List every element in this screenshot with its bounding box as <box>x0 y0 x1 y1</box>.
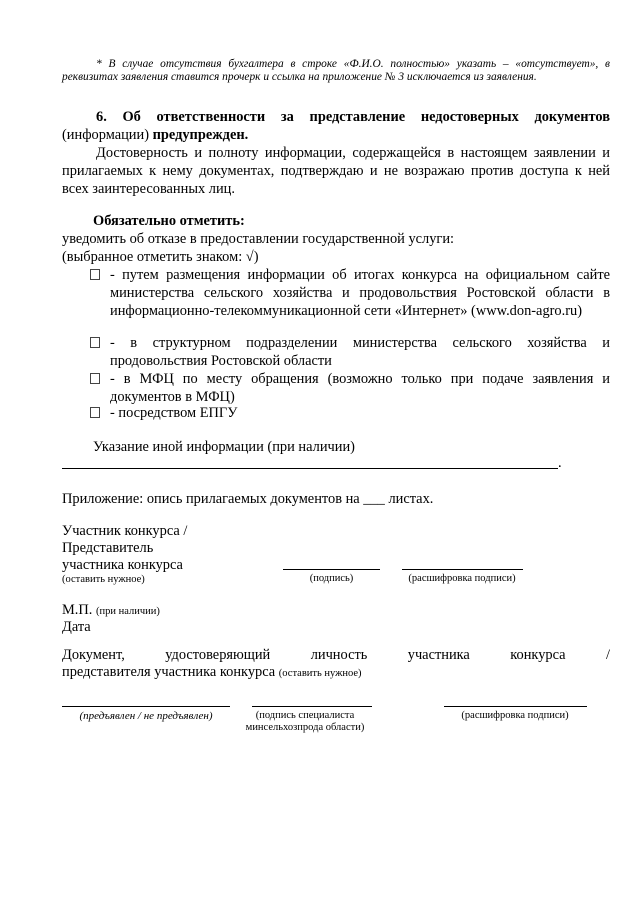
specialist-signature-line[interactable] <box>252 706 372 707</box>
checkbox[interactable] <box>90 337 100 348</box>
section-6-title-warned: предупрежден <box>152 127 245 143</box>
other-info-end: . <box>558 455 562 471</box>
identity-word: конкурса <box>510 647 566 663</box>
identity-word: / <box>605 647 610 663</box>
option-label: - в структурном подразделении министерства сельского хозяйства и продовольствия Ростовской области <box>110 335 610 369</box>
identity-line-2 <box>62 663 362 683</box>
option-label: - в МФЦ по месту обращения (возможно только при подаче заявления и документов в МФЦ) <box>110 371 610 405</box>
option-structural-unit[interactable] <box>62 334 610 370</box>
identity-word: удостоверяющий <box>165 647 271 663</box>
notice-line-2: (выбранное отметить знаком: √) <box>62 249 259 265</box>
identity-line-2-text: представителя участника конкурса <box>62 664 276 680</box>
identity-hint: (оставить нужное) <box>278 668 362 679</box>
specialist-caption-1: (подпись специалиста <box>255 710 355 721</box>
identity-word: участника <box>407 647 470 663</box>
identity-word: Документ, <box>62 647 125 663</box>
notice-line-1: уведомить об отказе в предоставлении государственной услуги: <box>62 231 455 247</box>
section-6-title <box>62 108 610 144</box>
stamp-mp: М.П. <box>62 602 93 618</box>
section-6-paragraph: Достоверность и полноту информации, содержащейся в настоящем заявлении и прилагаемых к нему документах, подтверждаю и не возражаю против доступа к ней всех заинтересованных лиц. <box>62 145 610 197</box>
checkbox[interactable] <box>90 373 100 384</box>
checkbox[interactable] <box>90 269 100 280</box>
attachment-line: Приложение: опись прилагаемых документов на ___ листах. <box>62 491 434 507</box>
signature-caption: (подпись) <box>309 573 354 584</box>
specialist-caption-2: минсельхозпрода области) <box>245 722 365 733</box>
signature-label-1: Участник конкурса / <box>62 523 188 539</box>
option-epgu[interactable] <box>62 404 610 422</box>
option-label: - посредством ЕПГУ <box>110 405 238 421</box>
presented-caption: (предъявлен / не предъявлен) <box>79 710 213 722</box>
signature-decode-caption: (расшифровка подписи) <box>408 573 516 584</box>
notice-heading: Обязательно отметить: <box>93 213 245 229</box>
section-6-title-end: . <box>244 127 249 143</box>
section-6-title-bold: 6. Об ответственности за представление недостоверных документов <box>96 109 610 125</box>
other-info-line[interactable] <box>62 468 558 469</box>
bottom-decode-line[interactable] <box>444 706 587 707</box>
option-website[interactable] <box>62 266 610 320</box>
option-mfc[interactable] <box>62 370 610 406</box>
signature-hint: (оставить нужное) <box>62 574 145 585</box>
checkbox[interactable] <box>90 407 100 418</box>
bottom-decode-caption: (расшифровка подписи) <box>461 710 569 721</box>
footnote: * В случае отсутствия бухгалтера в строке «Ф.И.О. полностью» указать – «отсутствует», в реквизитах заявления ставится прочерк и ссылка на приложение № 3 исключается из заявления. <box>62 58 610 83</box>
stamp-hint: (при наличии) <box>96 606 160 617</box>
presented-line[interactable] <box>62 706 230 707</box>
option-label: - путем размещения информации об итогах конкурса на официальном сайте министерства сельского хозяйства и продовольствия Ростовской области в информационно-телекоммуникационной сети «Интернет» (www.don-agro.ru) <box>110 267 610 319</box>
identity-line-1 <box>62 646 610 664</box>
signature-label-2: Представитель <box>62 540 154 556</box>
identity-word: личность <box>310 647 368 663</box>
signature-decode-line[interactable] <box>402 569 523 570</box>
signature-label-3: участника конкурса <box>62 557 183 573</box>
signature-line[interactable] <box>283 569 380 570</box>
section-6-title-normal: (информации) <box>62 127 149 143</box>
other-info-label: Указание иной информации (при наличии) <box>93 439 355 455</box>
date-label: Дата <box>62 619 91 635</box>
